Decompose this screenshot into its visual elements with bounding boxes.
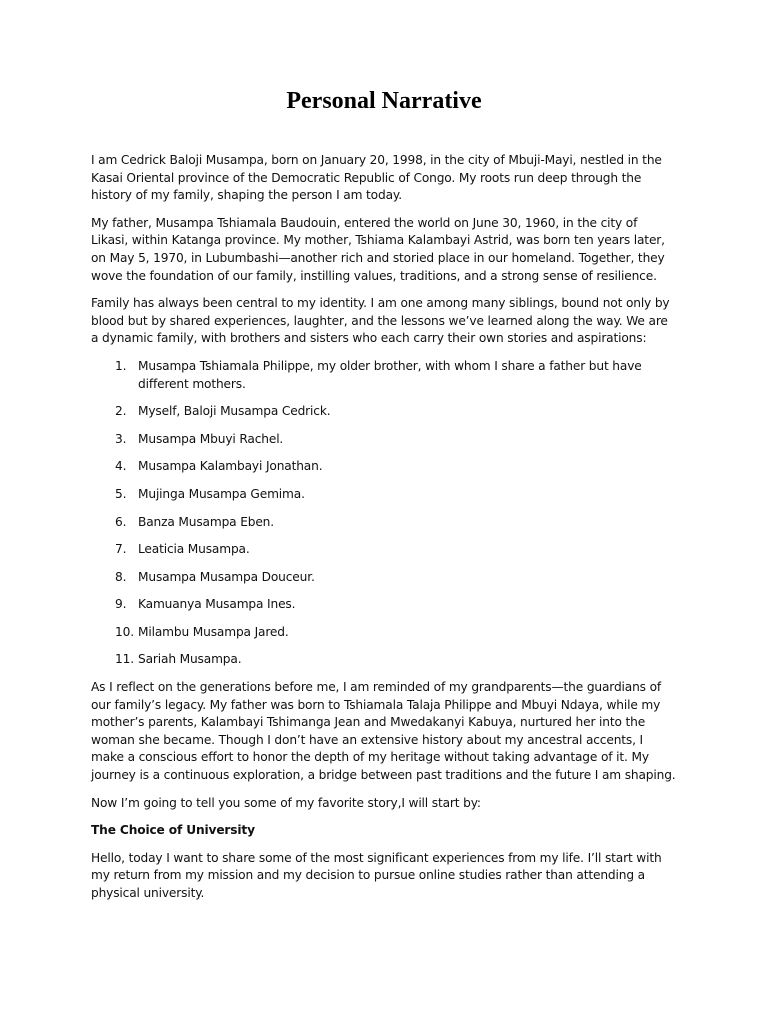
list-item (91, 514, 677, 532)
list-item-text: Leaticia Musampa. (138, 542, 250, 557)
list-item-text: Musampa Mbuyi Rachel. (138, 431, 284, 446)
list-item (91, 569, 677, 587)
list-item (91, 624, 677, 642)
list-item-text: Kamuanya Musampa Ines. (138, 597, 296, 612)
paragraph-parents: My father, Musampa Tshiamala Baudouin, entered the world on June 30, 1960, in the city of Likasi, within Katanga province. My mother, Tshiama Kalambayi Astrid, was born ten years later, on May 5, 1970, in Lubumbashi—another rich and storied place in our homeland. Together, they wove the foundation of our family, instilling values, traditions, and a strong sense of resilience. (91, 215, 665, 283)
list-item (91, 431, 677, 449)
list-item-number: 1. (115, 358, 127, 373)
list-item-number: 10. (115, 624, 134, 639)
page-title: Personal Narrative (286, 88, 482, 114)
list-item (91, 486, 677, 504)
list-item-number: 2. (115, 404, 127, 419)
list-item-text: Milambu Musampa Jared. (138, 624, 289, 639)
list-item-text: Mujinga Musampa Gemima. (138, 486, 305, 501)
list-item (91, 651, 677, 669)
list-item-number: 7. (115, 542, 127, 557)
paragraph-intro-birth: I am Cedrick Baloji Musampa, born on January 20, 1998, in the city of Mbuji-Mayi, nestled in the Kasai Oriental province of the Democratic Republic of Congo. My roots run deep through the history of my family, shaping the person I am today. (91, 153, 662, 203)
paragraph-university: Hello, today I want to share some of the most significant experiences from my life. I’ll start with my return from my mission and my decision to pursue online studies rather than attending a physical university. (91, 850, 662, 900)
list-item-number: 11. (115, 652, 134, 667)
list-item (91, 358, 677, 393)
list-item (91, 403, 677, 421)
list-item (91, 458, 677, 476)
list-item-number: 6. (115, 514, 127, 529)
list-item-number: 3. (115, 431, 127, 446)
paragraph-transition: Now I’m going to tell you some of my favorite story,I will start by: (91, 795, 481, 810)
list-item-number: 9. (115, 597, 127, 612)
list-item-text: Musampa Tshiamala Philippe, my older brother, with whom I share a father but have different mothers. (138, 358, 642, 391)
list-item (91, 541, 677, 559)
list-item-text: Myself, Baloji Musampa Cedrick. (138, 404, 331, 419)
list-item-number: 8. (115, 569, 127, 584)
siblings-list (91, 358, 677, 669)
list-item (91, 596, 677, 614)
paragraph-grandparents: As I reflect on the generations before me, I am reminded of my grandparents—the guardians of our family’s legacy. My father was born to Tshiamala Talaja Philippe and Mbuyi Ndaya, while my mother’s parents, Kalambayi Tshimanga Jean and Mwedakanyi Kabuya, nurtured her into the woman she became. Though I don’t have an extensive history about my ancestral accents, I make a conscious effort to honor the depth of my heritage without taking advantage of it. My journey is a continuous exploration, a bridge between past traditions and the future I am shaping. (91, 680, 676, 783)
list-item-text: Sariah Musampa. (138, 652, 242, 667)
list-item-text: Musampa Kalambayi Jonathan. (138, 459, 323, 474)
section-heading: The Choice of University (91, 823, 255, 838)
list-item-number: 5. (115, 486, 127, 501)
list-item-text: Musampa Musampa Douceur. (138, 569, 315, 584)
document-body (91, 152, 677, 913)
paragraph-family: Family has always been central to my identity. I am one among many siblings, bound not only by blood but by shared experiences, laughter, and the lessons we’ve learned along the way. We are a dynamic family, with brothers and sisters who each carry their own stories and aspirations: (91, 296, 670, 346)
list-item-text: Banza Musampa Eben. (138, 514, 274, 529)
list-item-number: 4. (115, 459, 127, 474)
